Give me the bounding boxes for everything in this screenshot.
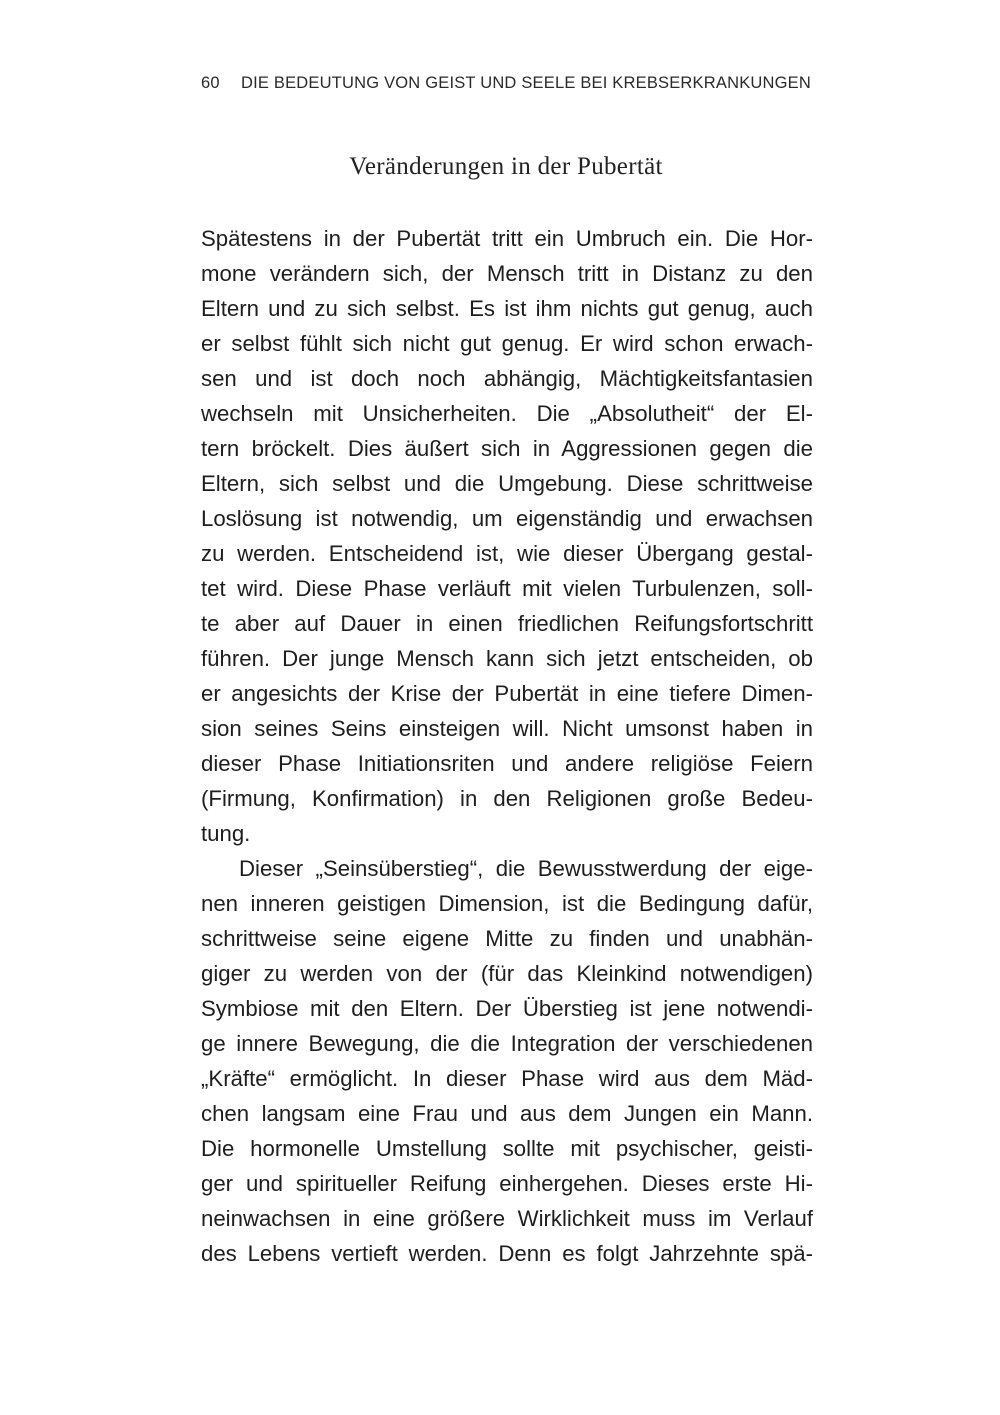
text-line: führen. Der junge Mensch kann sich jetzt entscheiden, ob (201, 646, 813, 671)
text-line: Die hormonelle Umstellung sollte mit psychischer, geisti- (201, 1136, 813, 1161)
text-line: Spätestens in der Pubertät tritt ein Umbruch ein. Die Hor- (201, 226, 813, 251)
text-line: er angesichts der Krise der Pubertät in eine tiefere Dimen- (201, 681, 813, 706)
text-line: wechseln mit Unsicherheiten. Die „Absolutheit“ der El- (201, 401, 813, 426)
text-line: Eltern und zu sich selbst. Es ist ihm nichts gut genug, auch (201, 296, 813, 321)
text-line: mone verändern sich, der Mensch tritt in Distanz zu den (201, 261, 813, 286)
running-title: DIE BEDEUTUNG VON GEIST UND SEELE BEI KREBSERKRANKUNGEN (241, 74, 811, 92)
text-line: ger und spiritueller Reifung einhergehen. Dieses erste Hi- (201, 1171, 813, 1196)
text-line: Loslösung ist notwendig, um eigenständig und erwachsen (201, 506, 813, 531)
text-line: „Kräfte“ ermöglicht. In dieser Phase wird aus dem Mäd- (201, 1066, 813, 1091)
text-line: chen langsam eine Frau und aus dem Jungen ein Mann. (201, 1101, 813, 1126)
text-line: tet wird. Diese Phase verläuft mit vielen Turbulenzen, soll- (201, 576, 813, 601)
text-line: Dieser „Seinsüberstieg“, die Bewusstwerdung der eige- (239, 856, 813, 881)
section-heading: Veränderungen in der Pubertät (349, 153, 663, 180)
page-number: 60 (201, 74, 220, 92)
text-line: er selbst fühlt sich nicht gut genug. Er wird schon erwach- (201, 331, 813, 356)
text-line: schrittweise seine eigene Mitte zu finden und unabhän- (201, 926, 813, 951)
text-line: ge innere Bewegung, die die Integration der verschiedenen (201, 1031, 813, 1056)
text-line: giger zu werden von der (für das Kleinkind notwendigen) (201, 961, 813, 986)
running-head (201, 74, 811, 100)
body-text (201, 221, 813, 1271)
text-line: (Firmung, Konfirmation) in den Religionen große Bedeu- (201, 786, 813, 811)
text-line: sen und ist doch noch abhängig, Mächtigkeitsfantasien (201, 366, 813, 391)
text-line: des Lebens vertieft werden. Denn es folgt Jahrzehnte spä- (201, 1241, 813, 1266)
text-line: neinwachsen in eine größere Wirklichkeit muss im Verlauf (201, 1206, 813, 1231)
text-line: te aber auf Dauer in einen friedlichen Reifungsfortschritt (201, 611, 813, 636)
text-line: tern bröckelt. Dies äußert sich in Aggressionen gegen die (201, 436, 813, 461)
text-line: tung. (201, 821, 251, 846)
paragraph-2 (201, 851, 813, 1271)
text-line: Eltern, sich selbst und die Umgebung. Diese schrittweise (201, 471, 813, 496)
text-line: Symbiose mit den Eltern. Der Überstieg ist jene notwendi- (201, 996, 813, 1021)
text-line: dieser Phase Initiationsriten und andere religiöse Feiern (201, 751, 813, 776)
text-line: zu werden. Entscheidend ist, wie dieser Übergang gestal- (201, 541, 813, 566)
text-line: sion seines Seins einsteigen will. Nicht umsonst haben in (201, 716, 813, 741)
paragraph-1 (201, 221, 813, 851)
text-line: nen inneren geistigen Dimension, ist die Bedingung dafür, (201, 891, 813, 916)
